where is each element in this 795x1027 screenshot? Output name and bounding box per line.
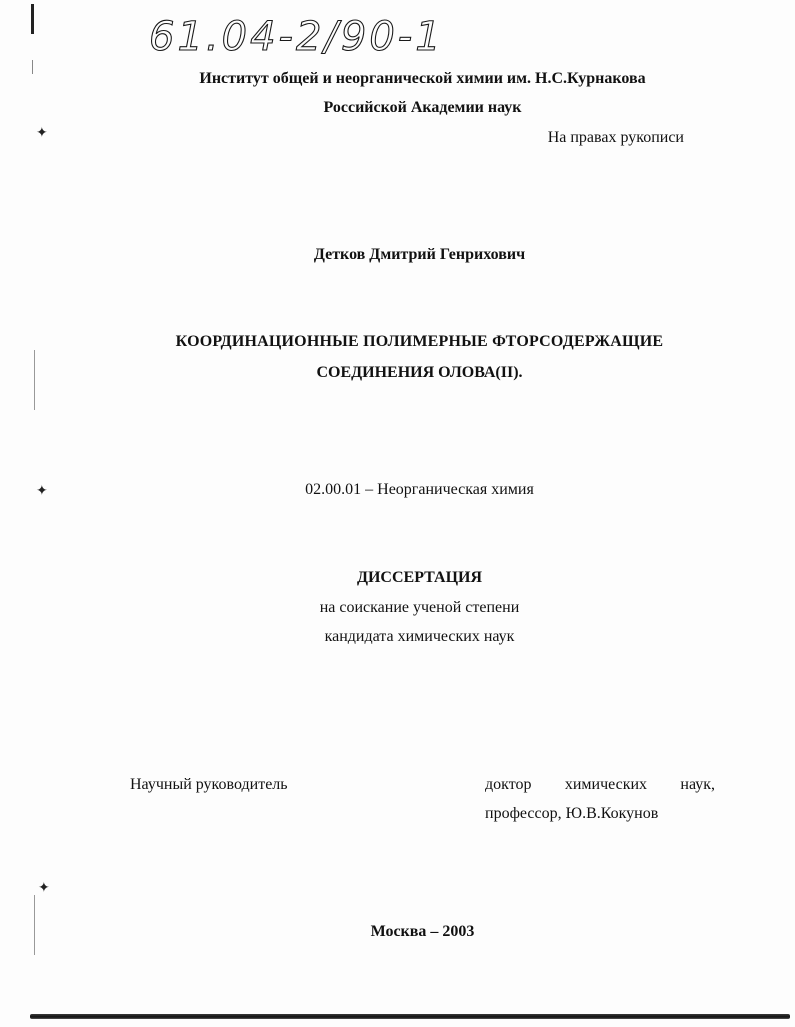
supervisor-degree	[485, 776, 715, 794]
scan-speck-3: ✦	[38, 880, 50, 896]
supervisor-label: Научный руководитель	[130, 776, 288, 793]
archive-number-text: 61.04-2/90-1	[149, 14, 444, 60]
document-type: ДИССЕРТАЦИЯ	[356, 569, 483, 586]
institute-line: Институт общей и неорганической химии им. Н.С.Курнакова	[199, 70, 646, 87]
supervisor-name: профессор, Ю.В.Кокунов	[485, 805, 659, 822]
degree-line-2: кандидата химических наук	[324, 628, 515, 645]
handwritten-archive-number	[145, 6, 445, 66]
title-line-1: КООРДИНАЦИОННЫЕ ПОЛИМЕРНЫЕ ФТОРСОДЕРЖАЩИЕ	[175, 333, 664, 350]
manuscript-rights: На правах рукописи	[547, 129, 684, 146]
scan-speck-2: ✦	[36, 483, 48, 499]
degree-line-1: на соискание ученой степени	[319, 599, 520, 616]
specialty-code: 02.00.01 – Неорганическая химия	[305, 481, 534, 498]
academy-line: Российской Академии наук	[323, 99, 522, 116]
scan-mark-top	[31, 4, 34, 34]
city-year: Москва – 2003	[370, 923, 475, 940]
title-line-2: СОЕДИНЕНИЯ ОЛОВА(II).	[316, 364, 523, 381]
supervisor-degree-word-3: наук,	[680, 776, 715, 793]
supervisor-degree-word-1: доктор	[485, 776, 532, 793]
scan-speck-1: ✦	[36, 125, 48, 141]
author-name: Детков Дмитрий Генрихович	[313, 246, 526, 263]
supervisor-degree-word-2: химических	[564, 776, 648, 793]
scan-bottom-edge	[30, 1014, 790, 1019]
